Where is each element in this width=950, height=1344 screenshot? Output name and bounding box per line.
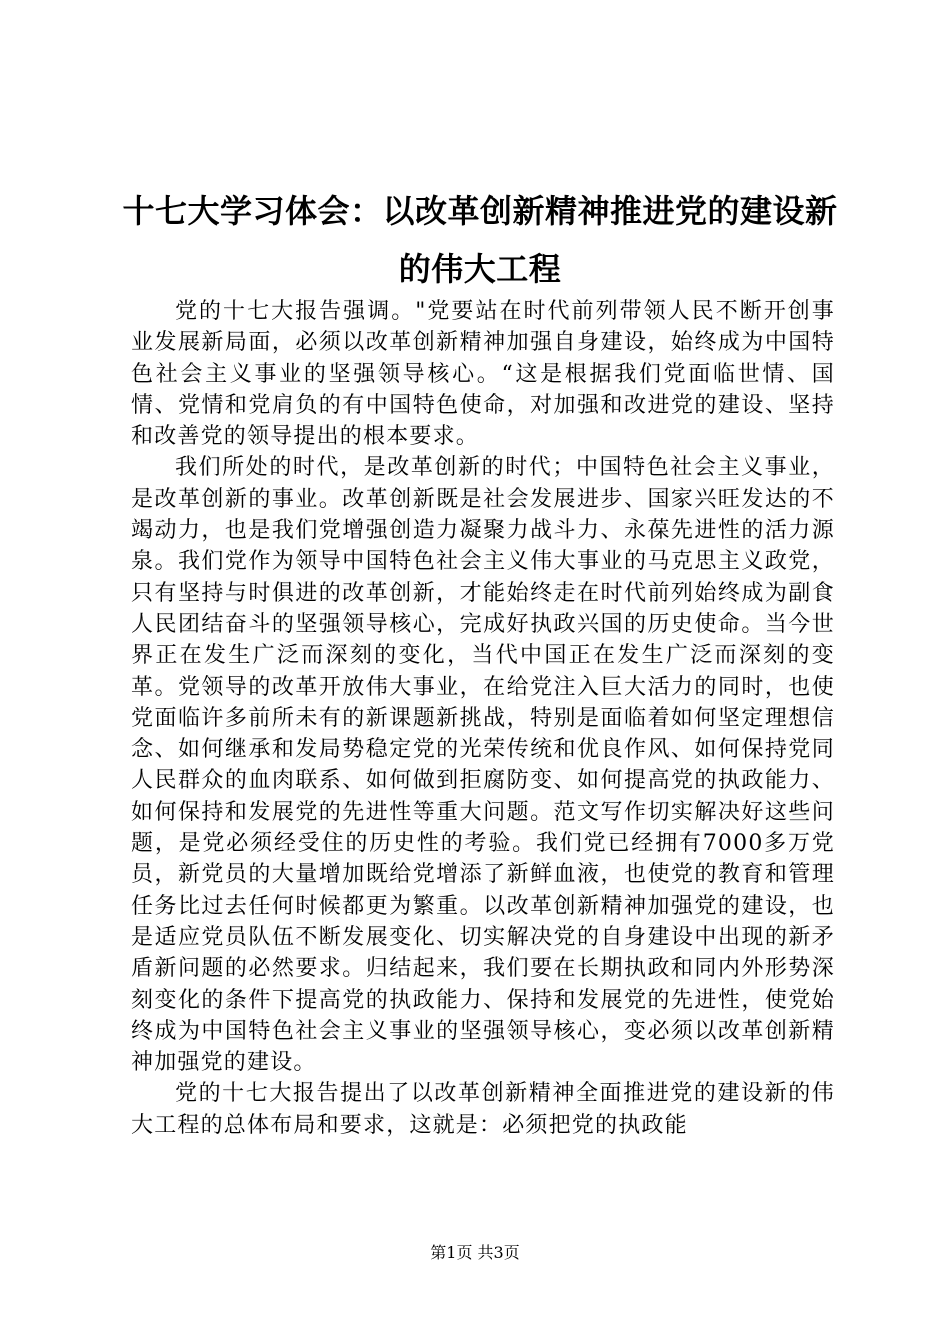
page-number-footer: 第1页 共3页 — [430, 1243, 520, 1262]
document-title: 十七大学习体会：以改革创新精神推进党的建设新的伟大工程 — [122, 192, 838, 288]
paragraph-1: 党的十七大报告强调。"党要站在时代前列带领人民不断开创事业发展新局面，必须以改革创新精神加强自身建设，始终成为中国特色社会主义事业的坚强领导核心。“这是根据我们党面临世情、国情、党情和党肩负的有中国特色使命，对加强和改进党的建设、坚持和改善党的领导提出的根本要求。 — [131, 299, 835, 450]
paragraph-3: 党的十七大报告提出了以改革创新精神全面推进党的建设新的伟大工程的总体布局和要求，这就是：必须把党的执政能 — [131, 1081, 835, 1138]
paragraph-2: 我们所处的时代，是改革创新的时代；中国特色社会主义事业，是改革创新的事业。改革创新既是社会发展进步、国家兴旺发达的不竭动力，也是我们党增强创造力凝聚力战斗力、永葆先进性的活力源泉。我们党作为领导中国特色社会主义伟大事业的马克思主义政党，只有坚持与时俱进的改革创新，才能始终走在时代前列始终成为副食人民团结奋斗的坚强领导核心，完成好执政兴国的历史使命。当今世界正在发生广泛而深刻的变化，当代中国正在发生广泛而深刻的变革。党领导的改革开放伟大事业，在给党注入巨大活力的同时，也使党面临许多前所未有的新课题新挑战，特别是面临着如何坚定理想信念、如何继承和发局势稳定党的光荣传统和优良作风、如何保持党同人民群众的血肉联系、如何做到拒腐防变、如何提高党的执政能力、如何保持和发展党的先进性等重大问题。范文写作切实解决好这些问题，是党必须经受住的历史性的考验。我们党已经拥有7000多万党员，新党员的大量增加既给党增添了新鲜血液，也使党的教育和管理任务比过去任何时候都更为繁重。以改革创新精神加强党的建设，也是适应党员队伍不断发展变化、切实解决党的自身建设中出现的新矛盾新问题的必然要求。归结起来，我们要在长期执政和同内外形势深刻变化的条件下提高党的执政能力、保持和发展党的先进性，使党始终成为中国特色社会主义事业的坚强领导核心，变必须以改革创新精神加强党的建设。 — [131, 455, 835, 1076]
document-body — [131, 296, 835, 1141]
